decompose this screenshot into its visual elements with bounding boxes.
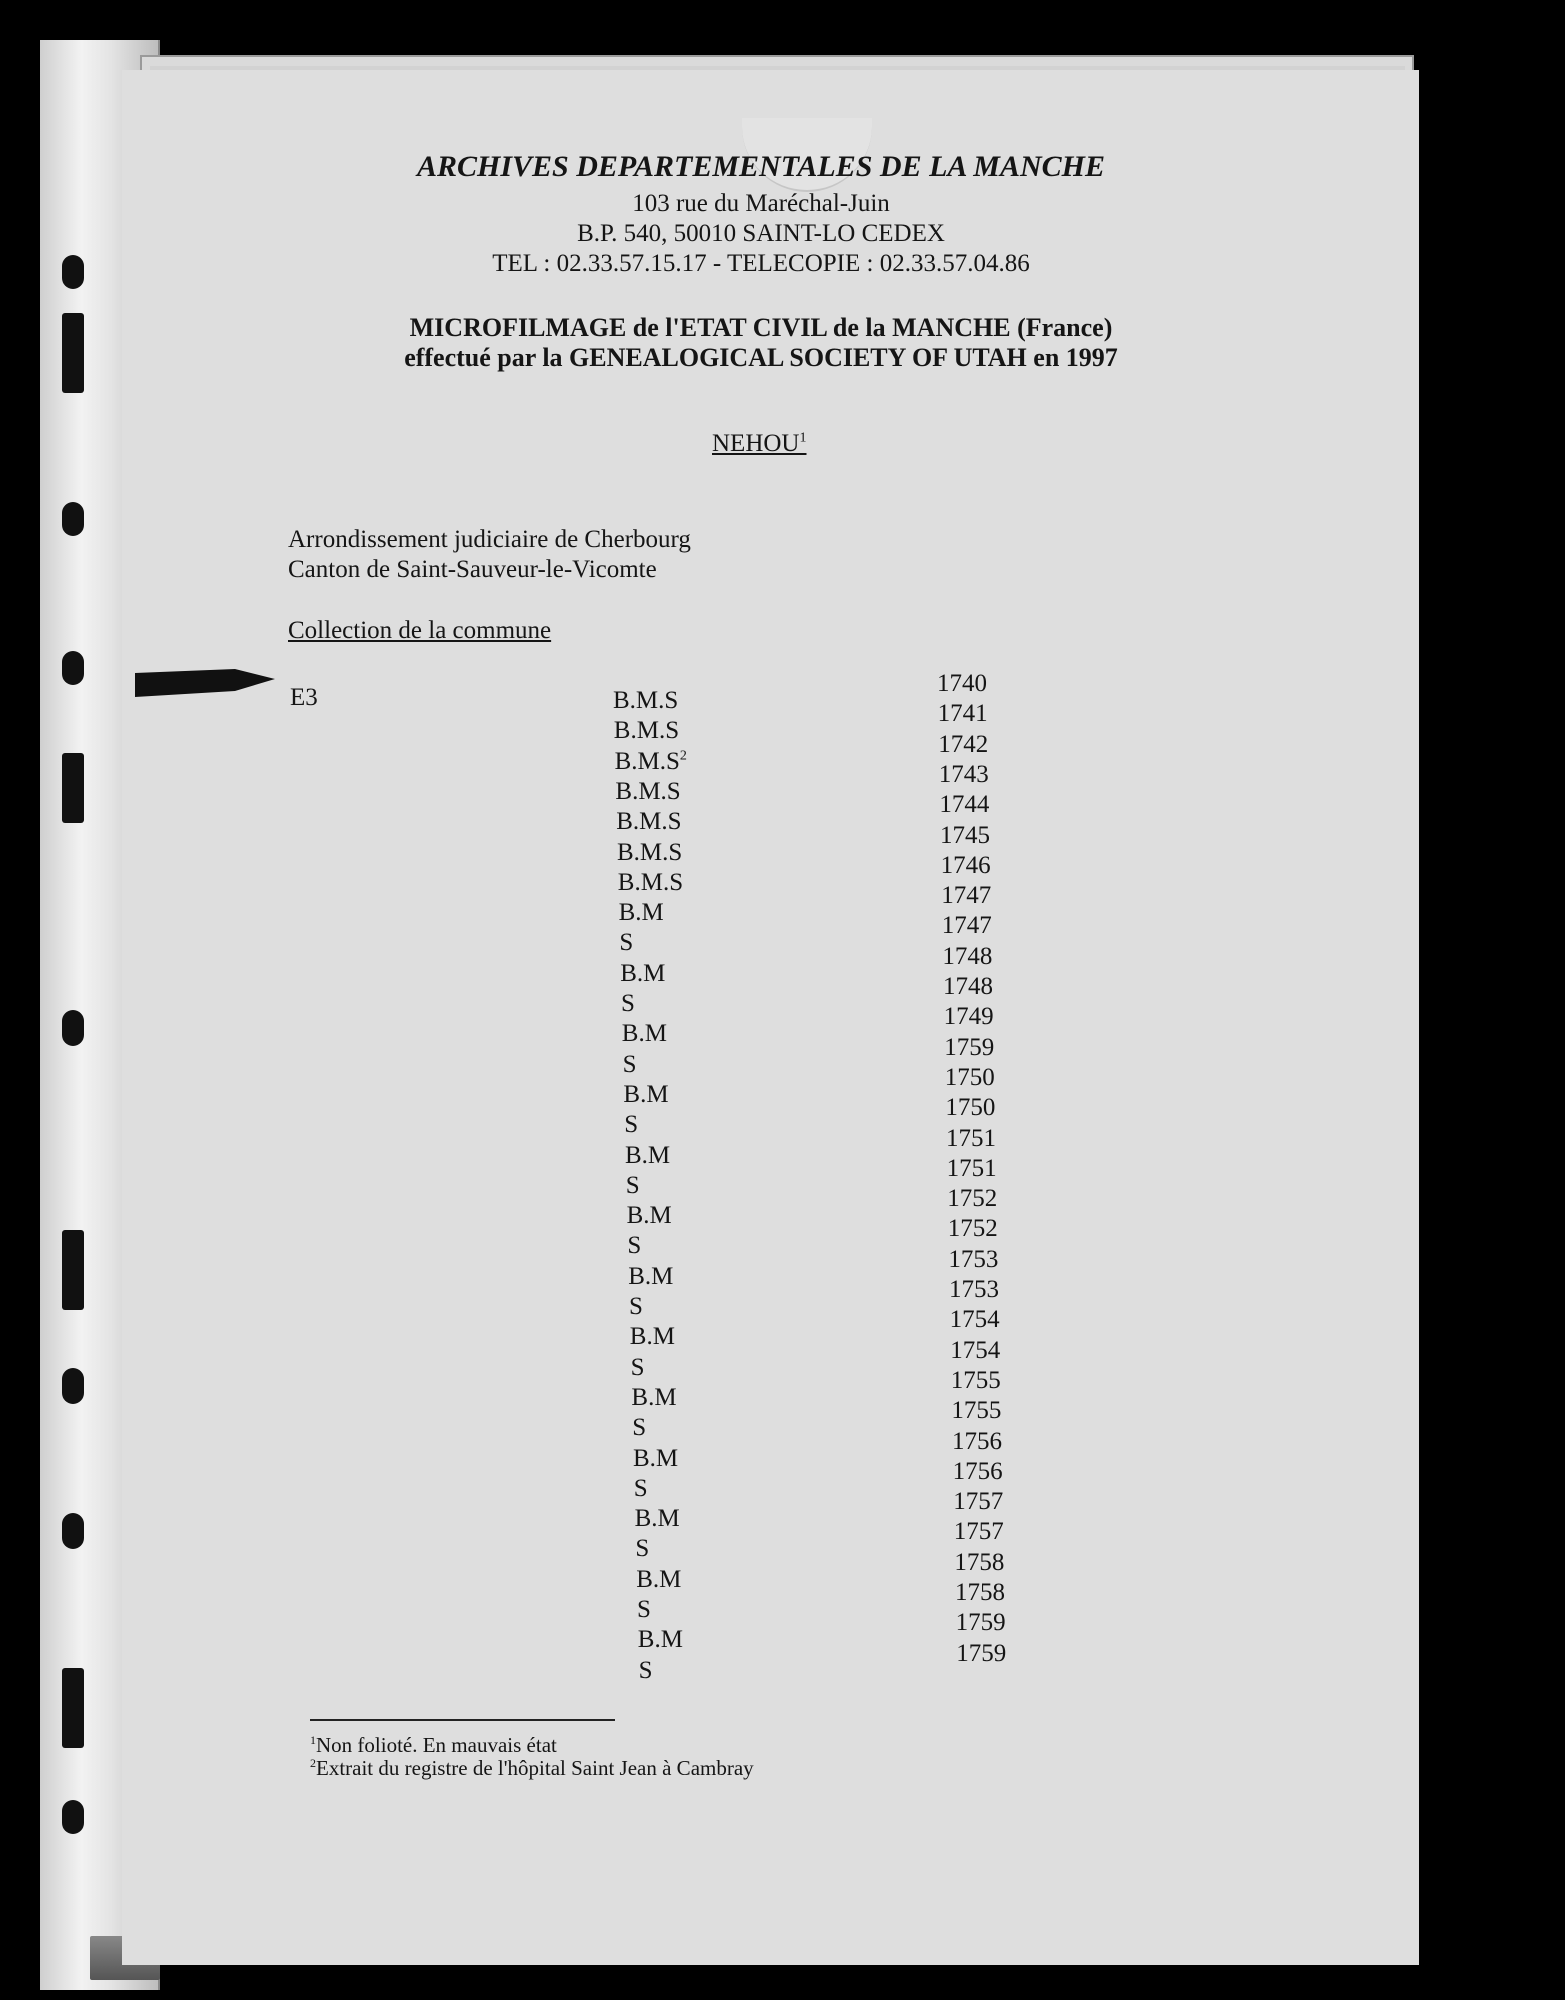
- acte-text: S: [625, 1171, 640, 1199]
- entry-acte-type: [634, 1475, 648, 1503]
- acte-text: B.M.S: [613, 687, 679, 714]
- entry-year: 1756: [952, 1457, 1003, 1485]
- acte-text: B.M: [629, 1323, 675, 1351]
- entry-year: 1747: [941, 912, 992, 940]
- canton-line: Canton de Saint-Sauveur-le-Vicomte: [288, 556, 657, 583]
- punch-hole: [62, 1668, 84, 1748]
- acte-text: B.M: [637, 1626, 683, 1654]
- entry-year: 1753: [949, 1276, 999, 1303]
- entry-year: 1754: [950, 1336, 1001, 1364]
- acte-text: B.M: [634, 1505, 680, 1533]
- acte-text: B.M: [636, 1565, 682, 1593]
- entry-acte-type: [637, 1596, 651, 1624]
- punch-hole: [62, 753, 84, 823]
- entry-year: 1744: [939, 791, 990, 819]
- acte-text: S: [637, 1596, 651, 1623]
- footnote-number: 1: [310, 1733, 316, 1747]
- acte-text: B.M: [623, 1080, 669, 1108]
- entry-year: 1746: [940, 851, 991, 879]
- project-title: MICROFILMAGE de l'ETAT CIVIL de la MANCHE (France): [409, 313, 1113, 342]
- entry-acte-type: [633, 1445, 678, 1473]
- footnote-separator: [310, 1719, 615, 1721]
- entry-acte-type: [624, 1111, 638, 1139]
- acte-text: B.M: [625, 1141, 671, 1169]
- pointer-arrow-marker: [135, 665, 275, 707]
- punch-hole: [62, 651, 84, 685]
- entry-acte-type: [615, 748, 687, 776]
- acte-text: B.M.S: [616, 808, 682, 836]
- acte-text: S: [622, 1050, 637, 1078]
- entry-acte-type: [621, 990, 635, 1018]
- entry-year: 1758: [954, 1548, 1005, 1576]
- entry-year: 1757: [953, 1518, 1004, 1546]
- entry-year: 1757: [953, 1488, 1004, 1516]
- entry-year: 1756: [952, 1427, 1002, 1455]
- acte-text: S: [635, 1535, 650, 1563]
- entry-year: 1751: [946, 1154, 997, 1182]
- entry-acte-type: [639, 1657, 653, 1685]
- entry-acte-type: [631, 1384, 676, 1412]
- acte-text: B.M: [633, 1444, 679, 1472]
- entry-year: 1750: [945, 1094, 996, 1122]
- entry-acte-type: [631, 1354, 645, 1382]
- entry-year: 1741: [937, 700, 988, 728]
- entry-year: 1748: [942, 942, 993, 970]
- entry-acte-type: [627, 1202, 672, 1230]
- entry-year: 1759: [944, 1033, 995, 1061]
- entry-acte-type: [616, 808, 681, 836]
- footnote-ref: 2: [679, 748, 687, 764]
- footnote-2: [310, 1756, 754, 1781]
- acte-text: B.M.S: [614, 747, 680, 775]
- acte-text: B.M: [626, 1202, 672, 1230]
- entry-acte-type: [613, 687, 678, 715]
- entry-acte-type: [626, 1172, 640, 1200]
- entry-year: 1747: [941, 882, 992, 910]
- entry-year: 1752: [947, 1215, 998, 1243]
- acte-text: S: [624, 1111, 639, 1139]
- project-subtitle: effectué par la GENEALOGICAL SOCIETY OF UTAH en 1997: [404, 343, 1118, 372]
- entry-year: 1753: [948, 1245, 999, 1273]
- entry-acte-type: [623, 1081, 668, 1109]
- entry-year: 1759: [956, 1639, 1007, 1667]
- punch-hole: [62, 1513, 84, 1549]
- institution-title: ARCHIVES DEPARTEMENTALES DE LA MANCHE: [417, 150, 1105, 183]
- entry-acte-type: [628, 1263, 673, 1291]
- acte-text: B.M.S: [615, 777, 681, 805]
- entry-acte-type: [627, 1232, 641, 1260]
- street-address: 103 rue du Maréchal-Juin: [632, 190, 890, 217]
- entry-acte-type: [635, 1535, 649, 1563]
- entry-acte-type: [625, 1142, 670, 1170]
- punch-hole: [62, 1368, 84, 1404]
- entry-acte-type: [619, 929, 633, 957]
- entry-year: 1758: [955, 1579, 1005, 1606]
- footnote-text: Non folioté. En mauvais état: [316, 1733, 557, 1757]
- phone-numbers: TEL : 02.33.57.15.17 - TELECOPIE : 02.33.57.04.86: [492, 250, 1030, 277]
- acte-text: S: [621, 990, 635, 1017]
- entry-year: 1754: [949, 1306, 1000, 1334]
- entry-acte-type: [638, 1626, 683, 1654]
- acte-text: S: [632, 1414, 647, 1442]
- acte-text: S: [633, 1474, 648, 1502]
- collection-heading: Collection de la commune: [288, 617, 552, 644]
- entry-acte-type: [623, 1051, 637, 1079]
- acte-text: S: [619, 929, 634, 957]
- entry-year: 1743: [938, 760, 989, 788]
- entry-acte-type: [617, 839, 682, 867]
- arrondissement-line: Arrondissement judiciaire de Cherbourg: [288, 526, 691, 553]
- footnote-ref: 1: [799, 430, 807, 446]
- entry-acte-type: [636, 1566, 681, 1594]
- entry-year: 1751: [946, 1124, 996, 1152]
- entry-acte-type: [618, 869, 683, 897]
- punch-hole: [62, 502, 84, 536]
- entry-acte-type: [622, 1020, 667, 1048]
- acte-text: B.M.S: [617, 868, 684, 896]
- acte-text: S: [638, 1656, 653, 1684]
- acte-text: B.M: [628, 1262, 674, 1290]
- punch-hole: [62, 1010, 84, 1046]
- footnote-1: [310, 1733, 557, 1758]
- entry-acte-type: [620, 960, 665, 988]
- commune-name: [712, 430, 807, 458]
- entry-year: 1742: [938, 730, 989, 758]
- acte-text: B.M.S: [613, 717, 680, 745]
- entry-year: 1745: [940, 821, 990, 849]
- entry-year: 1752: [947, 1185, 998, 1213]
- punch-hole: [62, 1230, 84, 1310]
- entry-acte-type: [615, 778, 680, 806]
- punch-hole: [62, 1800, 84, 1834]
- entry-acte-type: [619, 899, 664, 927]
- acte-text: S: [627, 1232, 642, 1260]
- entry-year: 1759: [955, 1609, 1006, 1637]
- acte-text: B.M: [618, 899, 664, 927]
- entry-acte-type: [629, 1293, 643, 1321]
- acte-text: B.M: [631, 1383, 677, 1411]
- entry-acte-type: [632, 1414, 646, 1442]
- archive-reference: E3: [290, 684, 318, 711]
- entry-year: 1748: [943, 973, 993, 1000]
- entry-year: 1749: [943, 1003, 994, 1031]
- acte-text: B.M: [620, 959, 666, 987]
- postal-address: B.P. 540, 50010 SAINT-LO CEDEX: [577, 220, 945, 247]
- entry-year: 1755: [950, 1366, 1001, 1394]
- footnote-number: 2: [310, 1756, 316, 1770]
- entry-year: 1750: [944, 1063, 995, 1091]
- entry-acte-type: [614, 717, 679, 745]
- acte-text: S: [630, 1353, 645, 1381]
- entry-year: 1740: [937, 670, 987, 697]
- footnote-text: Extrait du registre de l'hôpital Saint Jean à Cambray: [316, 1756, 754, 1780]
- entry-year: 1755: [951, 1397, 1002, 1425]
- acte-text: B.M.S: [617, 838, 683, 866]
- entry-acte-type: [630, 1323, 675, 1351]
- commune-name-text: NEHOU: [712, 430, 800, 457]
- entry-acte-type: [635, 1505, 680, 1533]
- acte-text: B.M: [621, 1020, 667, 1048]
- acte-text: S: [629, 1293, 643, 1320]
